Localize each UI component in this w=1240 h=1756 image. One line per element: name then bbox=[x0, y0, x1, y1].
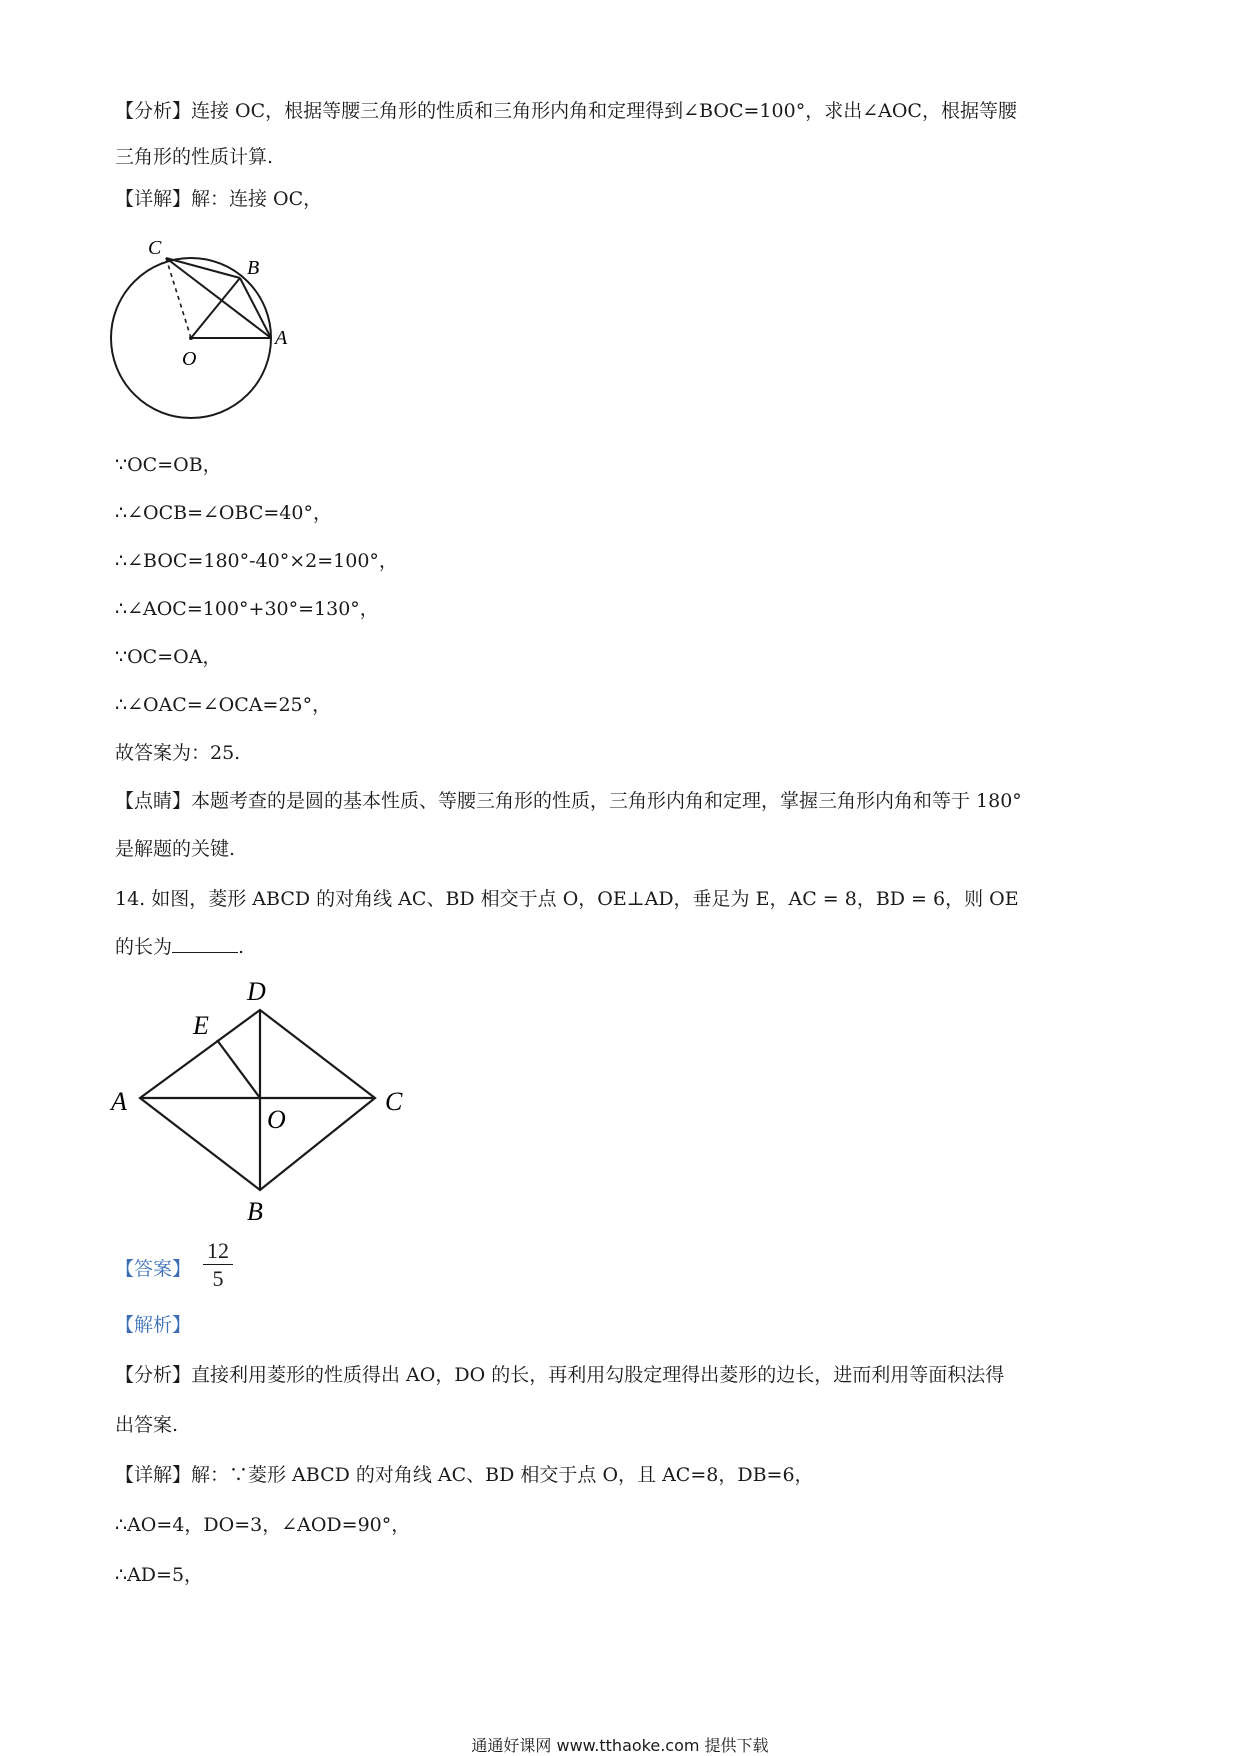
label-d: D bbox=[247, 977, 266, 1006]
question-14-line-2 bbox=[115, 932, 244, 959]
solution-label: 【解析】 bbox=[115, 1314, 192, 1336]
answer-label: 【答案】 bbox=[115, 1258, 192, 1280]
detail-line-3: ∴∠OCB=∠OBC=40°， bbox=[115, 502, 332, 524]
analysis2-line-1: 【分析】直接利用菱形的性质得出 AO，DO 的长，再利用勾股定理得出菱形的边长，进而利用等面积法得 bbox=[115, 1364, 1005, 1386]
detail-line-5: ∴∠AOC=100°+30°=130°， bbox=[115, 598, 379, 620]
detail2-line-1: 【详解】解：∵菱形 ABCD 的对角线 AC、BD 相交于点 O，且 AC=8，DB=6， bbox=[115, 1464, 814, 1486]
answer-numerator: 12 bbox=[203, 1238, 233, 1265]
label-b: B bbox=[247, 1197, 263, 1226]
detail2-line-2: ∴AO=4，DO=3，∠AOD=90°， bbox=[115, 1514, 411, 1536]
circle-figure bbox=[100, 240, 300, 440]
rhombus-figure bbox=[105, 970, 425, 1230]
detail2-line-3: ∴AD=5， bbox=[115, 1564, 204, 1586]
label-a: A bbox=[111, 1087, 127, 1116]
question-14-line-1: 14. 如图，菱形 ABCD 的对角线 AC、BD 相交于点 O，OE⊥AD，垂足为 E，AC = 8，BD = 6，则 OE bbox=[115, 888, 1019, 910]
analysis-line-1: 【分析】连接 OC，根据等腰三角形的性质和三角形内角和定理得到∠BOC=100°，求出∠AOC，根据等腰 bbox=[115, 100, 1017, 122]
detail-line-4: ∴∠BOC=180°-40°×2=100°， bbox=[115, 550, 398, 572]
label-o: O bbox=[182, 348, 197, 370]
detail-line-1: 【详解】解：连接 OC， bbox=[115, 188, 323, 210]
label-a: A bbox=[275, 327, 288, 349]
question-14-text: 的长为 bbox=[115, 936, 173, 958]
answer-fraction bbox=[203, 1238, 233, 1293]
analysis-line-2: 三角形的性质计算. bbox=[115, 146, 274, 168]
label-o: O bbox=[267, 1105, 286, 1134]
answer-blank bbox=[172, 951, 238, 953]
label-b: B bbox=[247, 257, 260, 279]
analysis2-line-2: 出答案. bbox=[115, 1414, 179, 1436]
label-c: C bbox=[148, 240, 162, 259]
detail-line-8: 故答案为：25. bbox=[115, 742, 241, 764]
detail-line-6: ∵OC=OA， bbox=[115, 646, 222, 668]
comment-line-1: 【点睛】本题考查的是圆的基本性质、等腰三角形的性质，三角形内角和定理，掌握三角形内角和等于 180° bbox=[115, 790, 1022, 812]
detail-line-7: ∴∠OAC=∠OCA=25°， bbox=[115, 694, 332, 716]
label-c: C bbox=[385, 1087, 403, 1116]
answer-denominator: 5 bbox=[212, 1266, 224, 1291]
label-e: E bbox=[193, 1011, 209, 1040]
comment-line-2: 是解题的关键. bbox=[115, 838, 236, 860]
page-footer: 通通好课网 www.tthaoke.com 提供下载 bbox=[471, 1736, 769, 1755]
detail-line-2: ∵OC=OB， bbox=[115, 454, 222, 476]
blank-suffix: . bbox=[238, 936, 245, 958]
